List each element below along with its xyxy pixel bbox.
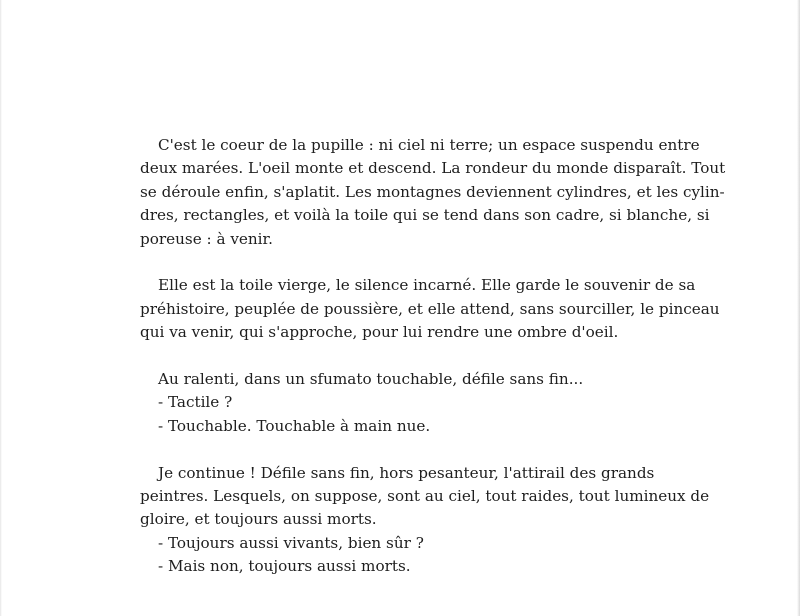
text-line: deux marées. L'oeil monte et descend. La rondeur du monde disparaît. Tout	[140, 159, 726, 178]
paragraph-1	[140, 134, 726, 251]
text-line: se déroule enfin, s'aplatit. Les montagnes deviennent cylindres, et les cylin-	[140, 182, 725, 201]
dialogue-line: - Toujours aussi vivants, bien sûr ?	[158, 533, 424, 552]
paragraph-2	[140, 274, 720, 344]
text-line: Je continue ! Défile sans fin, hors pesanteur, l'attirail des grands	[158, 463, 655, 482]
text-line: préhistoire, peuplée de poussière, et elle attend, sans sourciller, le pinceau	[140, 299, 720, 318]
text-line: poreuse : à venir.	[140, 229, 273, 248]
paragraph-4	[140, 462, 710, 579]
paragraph-3	[140, 368, 692, 438]
text-line: peintres. Lesquels, on suppose, sont au ciel, tout raides, tout lumineux de	[140, 487, 710, 506]
text-line: dres, rectangles, et voilà la toile qui se tend dans son cadre, si blanche, si	[140, 206, 710, 225]
text-line: gloire, et toujours aussi morts.	[140, 510, 377, 529]
page-edge-left	[0, 0, 2, 616]
text-line: Elle est la toile vierge, le silence incarné. Elle garde le souvenir de sa	[158, 276, 696, 295]
text-line: Au ralenti, dans un sfumato touchable, défile sans fin...	[158, 370, 584, 389]
body-text	[140, 134, 726, 579]
dialogue-line: - Touchable. Touchable à main nue.	[158, 416, 431, 435]
text-line: C'est le coeur de la pupille : ni ciel ni terre; un espace suspendu entre	[158, 136, 700, 154]
text-line: qui va venir, qui s'approche, pour lui rendre une ombre d'oeil.	[140, 323, 619, 342]
dialogue-line: - Tactile ?	[158, 393, 233, 412]
dialogue-line: - Mais non, toujours aussi morts.	[158, 557, 411, 576]
